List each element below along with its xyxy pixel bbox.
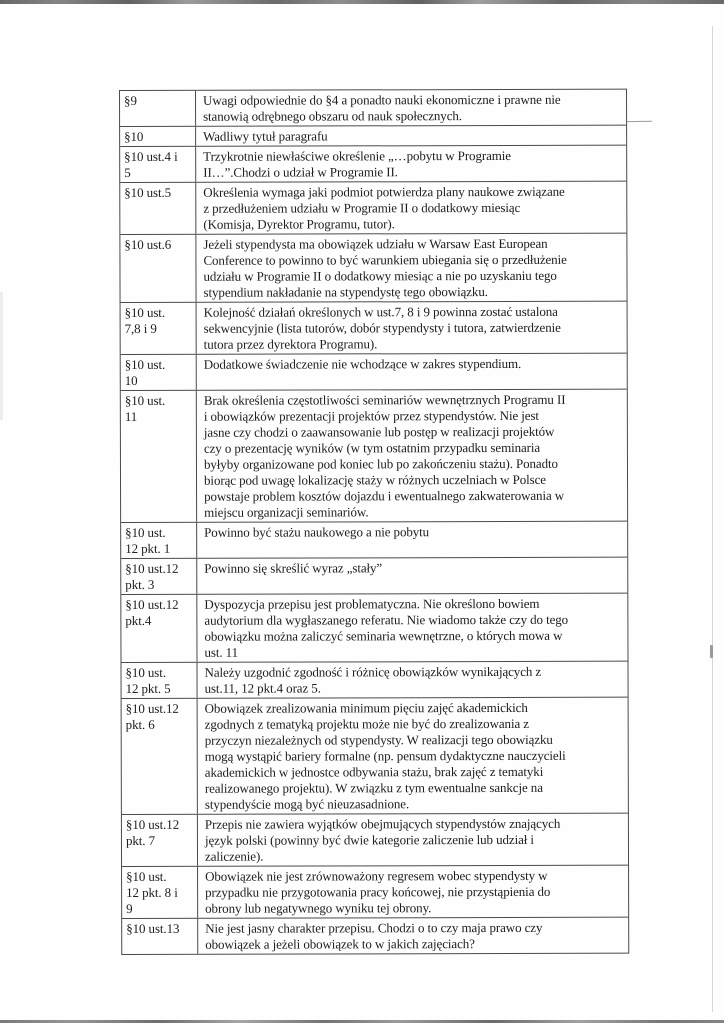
table-row [121,354,627,391]
table-row [120,182,626,235]
table-row [122,814,628,867]
row-ref-cell: §10 ust. 11 [121,391,197,522]
row-ref-cell: §10 ust. 7,8 i 9 [121,303,197,354]
row-text-cell: Obowiązek zrealizowania minimum pięciu zajęć akademickich zgodnych z tematyką projektu może nie być do zrealizowania z przyczyn niezależnych od stypendysty. W realizacji tego obowiązku mogą wystąpić bariery formalne (np. pensum dydaktyczne nauczycieli akademickich w jednostce odbywania stażu, brak zajęć z tematyki realizowanego projektu). W związku z tym ewentualne sankcje na stypendyście mogą być nieuzasadnione. [204,699,566,812]
scan-artifact-left-smudge [0,292,3,420]
table-row [120,146,626,183]
table-row [121,302,627,355]
row-ref-cell: §10 ust. 10 [121,355,197,390]
table-row [120,234,626,303]
row-text-cell: Kolejność działań określonych w ust.7, 8 i 9 powinna zostać ustalona sekwencyjnie (lista tutorów, dobór stypendysty i tutora, zatwierdzenie tutora przez dyrektora Programu). [203,303,561,352]
row-text-cell: Brak określenia częstotliwości seminariów wewnętrznych Programu II i obowiązków prezentacji projektów przez stypendystów. Nie jest jasne czy chodzi o zaawansowanie lub postęp w realizacji projektów czy o prezentację wyników (w tym ostatnim przypadku seminaria byłyby organizowane pod koniec lub po zakończeniu stażu). Ponadto biorąc pod uwagę lokalizację staży w różnych uczelniach w Polsce powstaje problem kosztów dojazdu i ewentualnego zakwaterowania w miejscu organizacji seminariów. [203,391,566,520]
row-ref-cell: §10 ust.12 pkt. 3 [121,559,197,594]
table-row [122,662,628,699]
row-text-cell: Jeżeli stypendysta ma obowiązek udziału w Warsaw East European Conference to powinno to być warunkiem ubiegania się o przedłużenie udziału w Programie II o dodatkowy miesiąc a nie po uzyskaniu tego stypendium nakładanie na stypendystę tego obowiązku. [203,235,567,300]
row-text-cell: Nie jest jasny charakter przepisu. Chodzi o to czy maja prawo czy obowiązek a jeżeli obowiązek to w jakich zajęciach? [205,919,543,952]
table-row [120,90,626,127]
row-ref-cell: §10 ust.4 i 5 [120,147,196,182]
row-ref-cell: §10 ust.6 [120,235,196,302]
table-row [121,390,627,523]
table-row [120,126,626,147]
row-ref-cell: §9 [120,91,196,126]
table-row [122,866,628,919]
row-ref-cell: §10 ust.13 [122,919,198,954]
row-text-cell: Należy uzgodnić zgodność i różnicę obowiązków wynikających z ust.11, 12 pkt.4 oraz 5. [204,663,542,696]
row-text-cell: Powinno być stażu naukowego a nie pobytu [204,524,430,540]
row-text-cell: Obowiązek nie jest zrównoważony regresem wobec stypendysty w przypadku nie przygotowania pracy końcowej, nie przystąpienia do obrony lub negatywnego wyniku tej obrony. [205,867,551,916]
row-text-cell: Trzykrotnie niewłaściwe określenie „…pobytu w Programie II…”.Chodzi o udział w Programie II. [203,147,511,180]
scan-artifact-edge-dash [710,645,713,658]
row-ref-cell: §10 [120,127,196,146]
table-row [121,522,627,559]
row-text-cell: Dodatkowe świadczenie nie wchodzące w zakres stypendium. [203,355,522,372]
table-row [121,594,627,663]
row-text-cell: Dyspozycja przepisu jest problematyczna. Nie określono bowiem audytorium dla wygłaszanego referatu. Nie wiadomo także czy do tego obowiązku można zaliczyć seminaria wewnętrzne, o których mowa w ust. 11 [204,595,569,660]
row-ref-cell: §10 ust. 12 pkt. 1 [121,523,197,558]
row-text-cell: Uwagi odpowiednie do §4 a ponadto nauki ekonomiczne i prawne nie stanowią odrębnego obszaru od nauk społecznych. [203,91,561,124]
row-text-cell: Powinno się skreślić wyraz „stały” [204,560,383,576]
scan-artifact-line-overrun [624,121,652,122]
row-ref-cell: §10 ust.12 pkt. 7 [122,815,198,866]
table-row [121,558,627,595]
row-ref-cell: §10 ust. 12 pkt. 8 i 9 [122,867,198,918]
row-text-cell: Przepis nie zawiera wyjątków obejmujących stypendystów znających język polski (powinny być dwie kategorie zaliczenie lub udział i zaliczenie). [204,815,561,864]
row-text-cell: Określenia wymaga jaki podmiot potwierdza plany naukowe związane z przedłużeniem udziału w Programie II o dodatkowy miesiąc (Komisja, Dyrektor Programu, tutor). [203,183,565,232]
row-ref-cell: §10 ust.5 [120,183,196,234]
scan-artifact-bottom-edge [0,1020,724,1023]
table-row [122,698,628,815]
row-ref-cell: §10 ust.12 pkt. 6 [122,699,198,814]
row-text-cell: Wadliwy tytuł paragrafu [203,128,328,144]
scan-artifact-top-edge [0,0,724,4]
table-row [122,918,628,954]
row-ref-cell: §10 ust.12 pkt.4 [121,595,197,662]
scan-artifact-page-edge-line [712,26,713,1012]
comments-table [119,89,629,955]
row-ref-cell: §10 ust. 12 pkt. 5 [122,663,198,698]
